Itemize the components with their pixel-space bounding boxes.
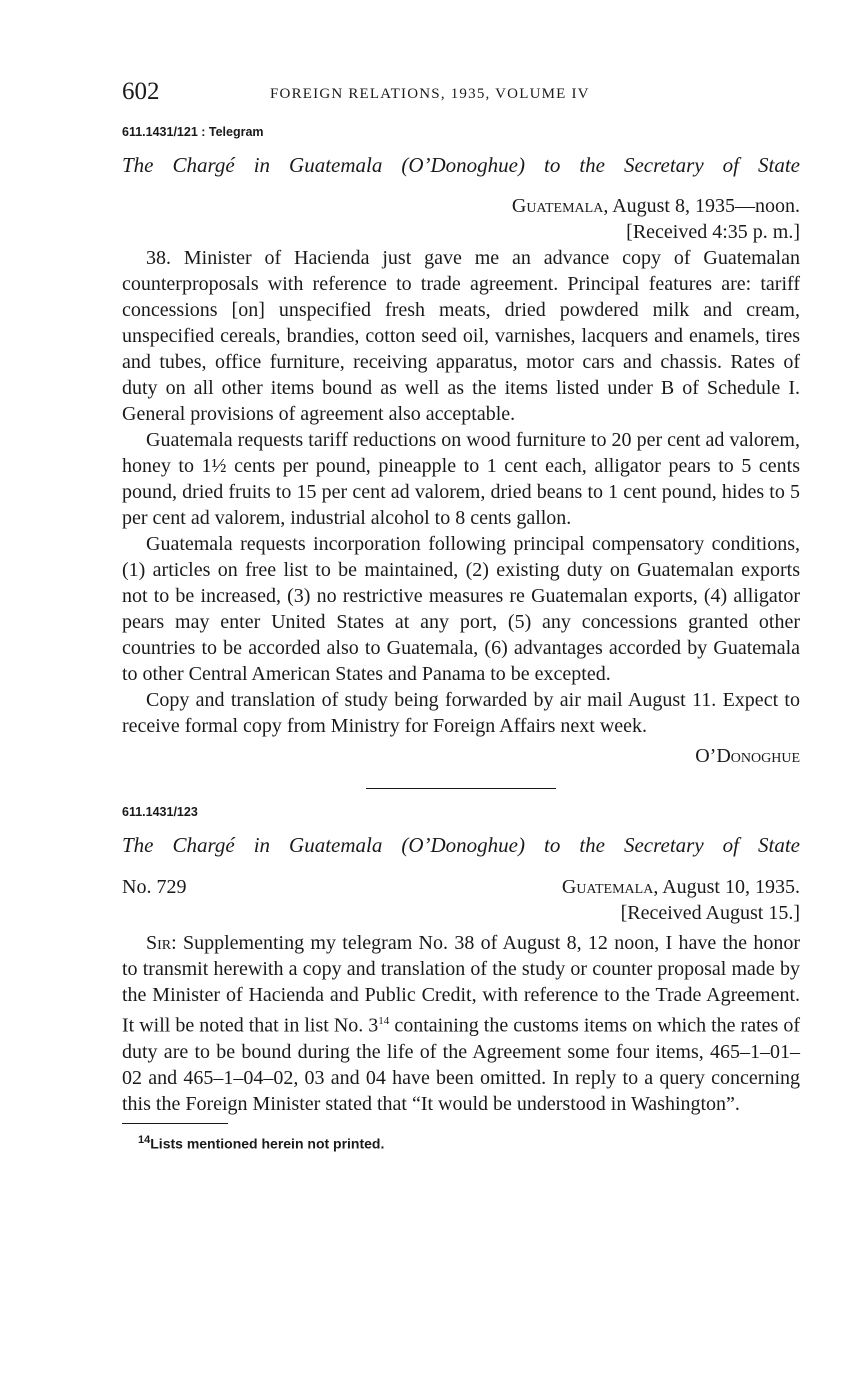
despatch-number: No. 729 bbox=[122, 876, 187, 898]
section-divider bbox=[366, 788, 556, 789]
received-line: [Received August 15.] bbox=[620, 902, 800, 924]
document-title: The Chargé in Guatemala (O’Donoghue) to the Secretary of State bbox=[122, 833, 800, 857]
file-reference: 611.1431/121 : Telegram bbox=[122, 125, 264, 139]
footnote-text: Lists mentioned herein not printed. bbox=[150, 1135, 385, 1152]
dateline bbox=[122, 874, 800, 900]
footnote bbox=[138, 1134, 800, 1152]
page-number: 602 bbox=[122, 78, 160, 105]
received-line: [Received 4:35 p. m.] bbox=[626, 221, 800, 243]
body-paragraph: Guatemala requests incorporation following principal compensatory conditions, (1) articles on free list to be maintained, (2) existing duty on Guatemalan exports not to be increased, (3) no restrictive measures re Guatemalan exports, (4) alligator pears may enter United States at any port, (5) any concessions granted other countries to be accorded also to Guatemala, (6) advantages accorded by Guatemala to other Central American States and Panama to be excepted. bbox=[122, 533, 800, 685]
dateline-date: , August 10, 1935. bbox=[653, 876, 800, 898]
body-paragraph bbox=[122, 930, 800, 1117]
footnote-rule bbox=[122, 1123, 228, 1124]
body-paragraph: 38. Minister of Hacienda just gave me an advance copy of Guatemalan counterproposals with reference to trade agreement. Principal features are: tariff concessions [on] unspecified fresh meats, dried powdered milk and cream, unspecified cereals, brandies, cotton seed oil, varnishes, lacquers and enamels, tires and tubes, office furniture, receiving apparatus, motor cars and chassis. Rates of duty on all other items bound as well as the items listed under B of Schedule I. General provisions of agreement also acceptable. bbox=[122, 247, 800, 425]
document-title: The Chargé in Guatemala (O’Donoghue) to the Secretary of State bbox=[122, 153, 800, 177]
dateline-date: , August 8, 1935—noon. bbox=[603, 195, 800, 217]
dateline-right bbox=[562, 874, 800, 900]
dateline-place: Guatemala bbox=[511, 195, 604, 217]
body-text: : Supplementing my telegram No. 38 of August 8, 12 noon, I have the honor to transmit herewith a copy and translation of the study or counter proposal made by the Minister of Hacienda and Public Credit, with reference to the Trade Agreement. It will be noted that in list No. 3 bbox=[122, 932, 800, 1037]
footnote-reference: 14 bbox=[378, 1015, 390, 1027]
dateline bbox=[122, 193, 800, 219]
salutation: Sir bbox=[146, 932, 172, 954]
running-title: FOREIGN RELATIONS, 1935, VOLUME IV bbox=[270, 86, 590, 102]
dateline-place: Guatemala bbox=[561, 876, 654, 898]
document-page bbox=[122, 72, 800, 1151]
signature: O’Donoghue bbox=[695, 745, 800, 767]
footnote-mark: 14 bbox=[138, 1133, 151, 1146]
file-reference: 611.1431/123 bbox=[122, 805, 198, 819]
body-paragraph: Copy and translation of study being forwarded by air mail August 11. Expect to receive formal copy from Ministry for Foreign Affairs next week. bbox=[122, 689, 800, 737]
running-head bbox=[122, 72, 800, 106]
body-paragraph: Guatemala requests tariff reductions on wood furniture to 20 per cent ad valorem, honey to 1½ cents per pound, pineapple to 1 cent each, alligator pears to 5 cents pound, dried fruits to 15 per cent ad valorem, dried beans to 1 cent pound, hides to 5 per cent ad valorem, industrial alcohol to 8 cents gallon. bbox=[122, 429, 800, 529]
body-text: containing the customs items on which the rates of duty are to be bound during the life of the Agreement some four items, 465–1–01–02 and 465–1–04–02, 03 and 04 have been omitted. In reply to a query concerning this the Foreign Minister stated that “It would be understood in Washington”. bbox=[122, 1014, 800, 1115]
